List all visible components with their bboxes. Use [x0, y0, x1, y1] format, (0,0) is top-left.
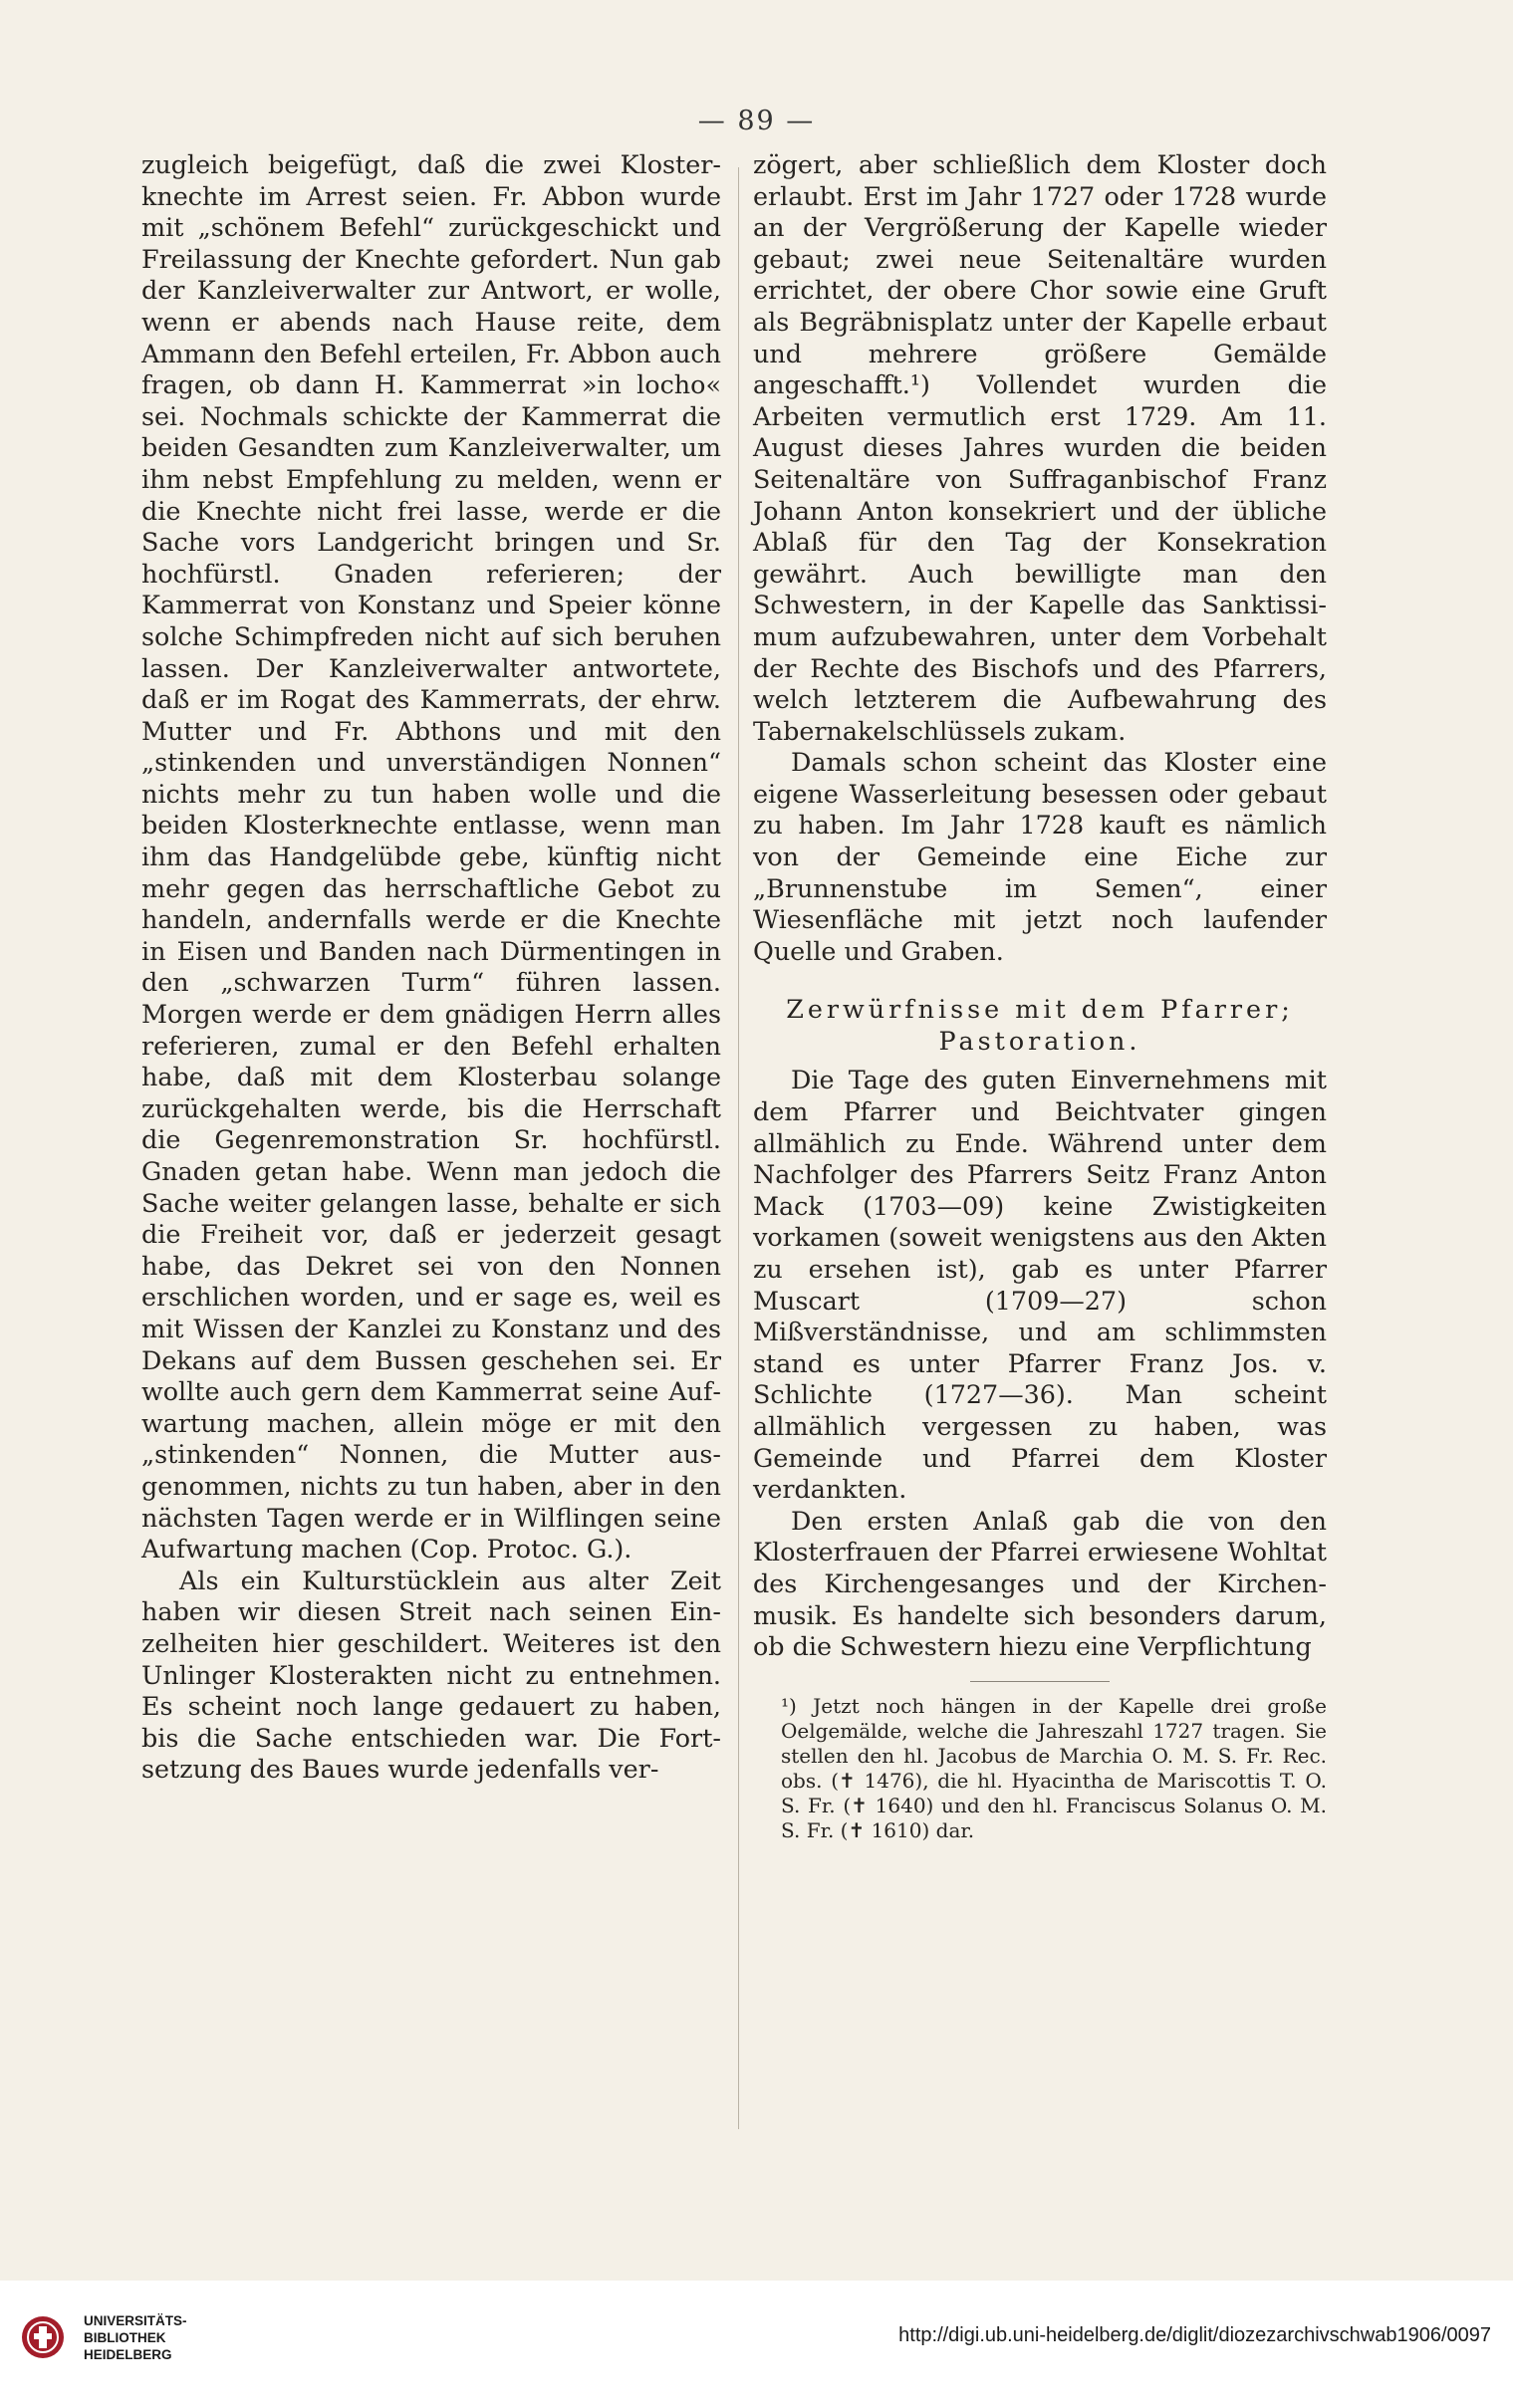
page-number: — 89 —	[697, 106, 816, 136]
library-name-line: HEIDELBERG	[84, 2347, 172, 2362]
column-divider	[738, 167, 739, 2129]
digitization-footer	[0, 2281, 1513, 2408]
source-url-link[interactable]: http://digi.ub.uni-heidelberg.de/diglit/diozezarchivschwab1906/0097	[898, 2324, 1491, 2346]
footnote-divider	[970, 1681, 1110, 1682]
section-heading: Zerwürfnisse mit dem Pfarrer; Pastoration.	[786, 994, 1294, 1057]
paragraph: zugleich beigefügt, daß die zwei Klosterknechte im Arrest seien. Fr. Abbon wurde mit „schönem Befehl“ zurückgeschickt und Freilassung der Knechte gefordert. Nun gab der Kanzleiverwalter zur Antwort, er wolle, wenn er abends nach Hause reite, dem Ammann den Befehl erteilen, Fr. Abbon auch fragen, ob dann H. Kammerrat »in locho« sei. Nochmals schickte der Kammerrat die beiden Gesandten zum Kanzleiverwalter, um ihm nebst Empfehlung zu melden, wenn er die Knechte nicht frei lasse, werde er die Sache vors Landgericht bringen und Sr. hochfürstl. Gnaden referieren; der Kammerrat von Konstanz und Speier könne solche Schimpfreden nicht auf sich beruhen lassen. Der Kanzleiverwalter antwortete, daß er im Rogat des Kammerrats, der ehrw. Mutter und Fr. Abthons und mit den „stinkenden und unverständigen Nonnen“ nichts mehr zu tun haben wolle und die beiden Klosterknechte entlasse, wenn man ihm das Handgelübde gebe, künftig nicht mehr gegen das herrschaftliche Gebot zu handeln, andernfalls werde er die Knechte in Eisen und Banden nach Dürmentingen in den „schwarzen Turm“ führen lassen. Morgen werde er dem gnädigen Herrn alles referieren, zumal er den Befehl erhalten habe, daß mit dem Klosterbau solange zurückgehalten werde, bis die Herrschaft die Gegenremonstration Sr. hochfürstl. Gnaden getan habe. Wenn man jedoch die Sache weiter gelangen lasse, behalte er sich die Freiheit vor, daß er jederzeit gesagt habe, das Dekret sei von den Nonnen erschlichen worden, und er sage es, weil es mit Wissen der Kanzlei zu Konstanz und des Dekans auf dem Bussen geschehen sei. Er wollte auch gern dem Kammerrat seine Aufwartung machen, allein möge er mit den „stinkenden“ Nonnen, die Mutter ausgenommen, nichts zu tun haben, aber in den nächsten Tagen werde er in Wilflingen seine Aufwartung machen (Cop. Protoc. G.).	[141, 149, 721, 1565]
left-column	[141, 149, 721, 1786]
footnote: ¹) Jetzt noch hängen in der Kapelle drei große Oelgemälde, welche die Jahreszahl 1727 tragen. Sie stellen den hl. Jacobus de Marchia O. M. S. Fr. Rec. obs. (✝ 1476), die hl. Hyacintha de Mariscottis T. O. S. Fr. (✝ 1640) und den hl. Franciscus Solanus O. M. S. Fr. (✝ 1610) dar.	[781, 1693, 1327, 1842]
library-name-line: BIBLIOTHEK	[84, 2330, 166, 2345]
university-seal-icon	[20, 2314, 66, 2360]
paragraph: zögert, aber schließlich dem Kloster doch erlaubt. Erst im Jahr 1727 oder 1728 wurde an der Vergrößerung der Kapelle wieder gebaut; zwei neue Seitenaltäre wurden errichtet, der obere Chor sowie eine Gruft als Begräbnisplatz unter der Kapelle erbaut und mehrere größere Gemälde angeschafft.¹) Vollendet wurden die Arbeiten vermutlich erst 1729. Am 11. August dieses Jahres wurden die beiden Seitenaltäre von Suffraganbischof Franz Johann Anton konsekriert und der übliche Ablaß für den Tag der Konsekration gewährt. Auch bewilligte man den Schwestern, in der Kapelle das Sanktissimum aufzubewahren, unter dem Vorbehalt der Rechte des Bischofs und des Pfarrers, welch letzterem die Aufbewahrung des Tabernakelschlüssels zukam.	[753, 149, 1327, 746]
library-name-line: UNIVERSITÄTS-	[84, 2313, 187, 2328]
paragraph: Die Tage des guten Einvernehmens mit dem Pfarrer und Beichtvater gingen allmählich zu Ende. Während unter dem Nachfolger des Pfarrers Seitz Franz Anton Mack (1703—09) keine Zwistigkeiten vorkamen (soweit wenigstens aus den Akten zu ersehen ist), gab es unter Pfarrer Muscart (1709—27) schon Mißverständnisse, und am schlimmsten stand es unter Pfarrer Franz Jos. v. Schlichte (1727—36). Man scheint allmählich vergessen zu haben, was Gemeinde und Pfarrei dem Kloster verdankten.	[753, 1065, 1327, 1505]
library-name	[84, 2312, 187, 2363]
paragraph: Den ersten Anlaß gab die von den Klosterfrauen der Pfarrei erwiesene Wohltat des Kirchengesanges und der Kirchenmusik. Es handelte sich besonders darum, ob die Schwestern hiezu eine Verpflichtung	[753, 1505, 1327, 1662]
paragraph: Damals schon scheint das Kloster eine eigene Wasserleitung besessen oder gebaut zu haben. Im Jahr 1728 kauft es nämlich von der Gemeinde eine Eiche zur „Brunnenstube im Semen“, einer Wiesenfläche mit jetzt noch laufender Quelle und Graben.	[753, 747, 1327, 966]
right-column	[753, 149, 1327, 1843]
paragraph: Als ein Kulturstücklein aus alter Zeit haben wir diesen Streit nach seinen Einzelheiten hier geschildert. Weiteres ist den Unlinger Klosterakten nicht zu entnehmen. Es scheint noch lange gedauert zu haben, bis die Sache entschieden war. Die Fortsetzung des Baues wurde jedenfalls ver-	[141, 1565, 721, 1785]
